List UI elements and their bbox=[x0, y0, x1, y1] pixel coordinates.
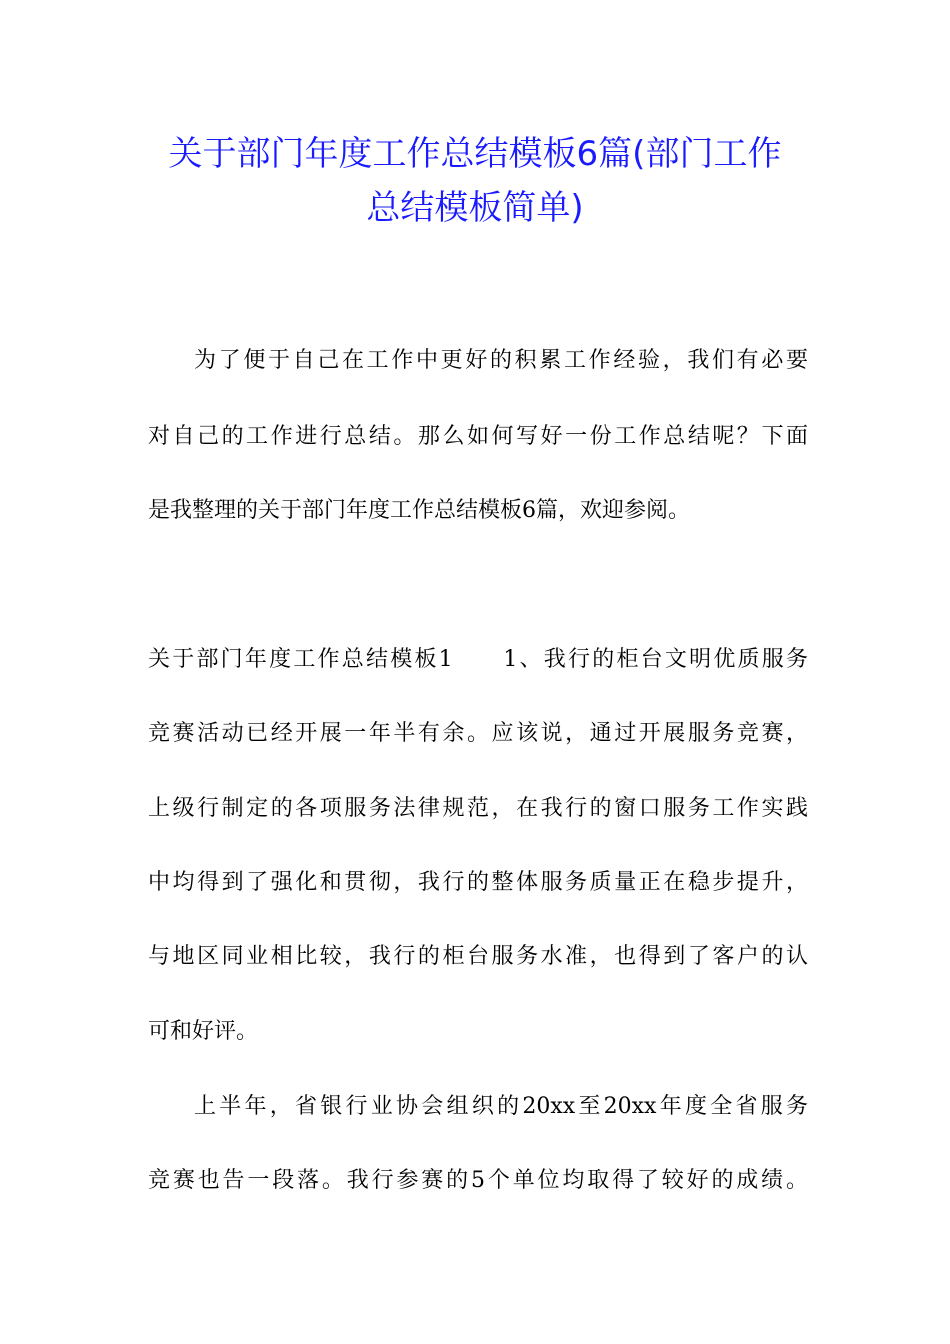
document-title-line-1: 关于部门年度工作总结模板6篇(部门工作 bbox=[168, 134, 782, 174]
intro-line-2: 对自己的工作进行总结。那么如何写好一份工作总结呢？下面 bbox=[148, 424, 808, 449]
section1-line-4: 中均得到了强化和贯彻，我行的整体服务质量正在稳步提升， bbox=[148, 870, 808, 895]
section1-line-3: 上级行制定的各项服务法律规范，在我行的窗口服务工作实践 bbox=[148, 796, 808, 821]
intro-line-3: 是我整理的关于部门年度工作总结模板6篇，欢迎参阅。 bbox=[148, 498, 690, 523]
document-title-line-2: 总结模板简单) bbox=[366, 188, 584, 228]
section1-line-5: 与地区同业相比较，我行的柜台服务水准，也得到了客户的认 bbox=[148, 944, 808, 969]
section1-line-6: 可和好评。 bbox=[148, 1019, 259, 1044]
intro-line-1: 为了便于自己在工作中更好的积累工作经验，我们有必要 bbox=[194, 348, 808, 373]
section2-line-2: 竞赛也告一段落。我行参赛的5个单位均取得了较好的成绩。 bbox=[148, 1168, 808, 1193]
section1-line-1: 关于部门年度工作总结模板1 1、我行的柜台文明优质服务 bbox=[148, 647, 808, 672]
section1-line-2: 竞赛活动已经开展一年半有余。应该说，通过开展服务竞赛， bbox=[148, 721, 808, 746]
section2-line-1: 上半年，省银行业协会组织的20xx至20xx年度全省服务 bbox=[194, 1094, 808, 1119]
